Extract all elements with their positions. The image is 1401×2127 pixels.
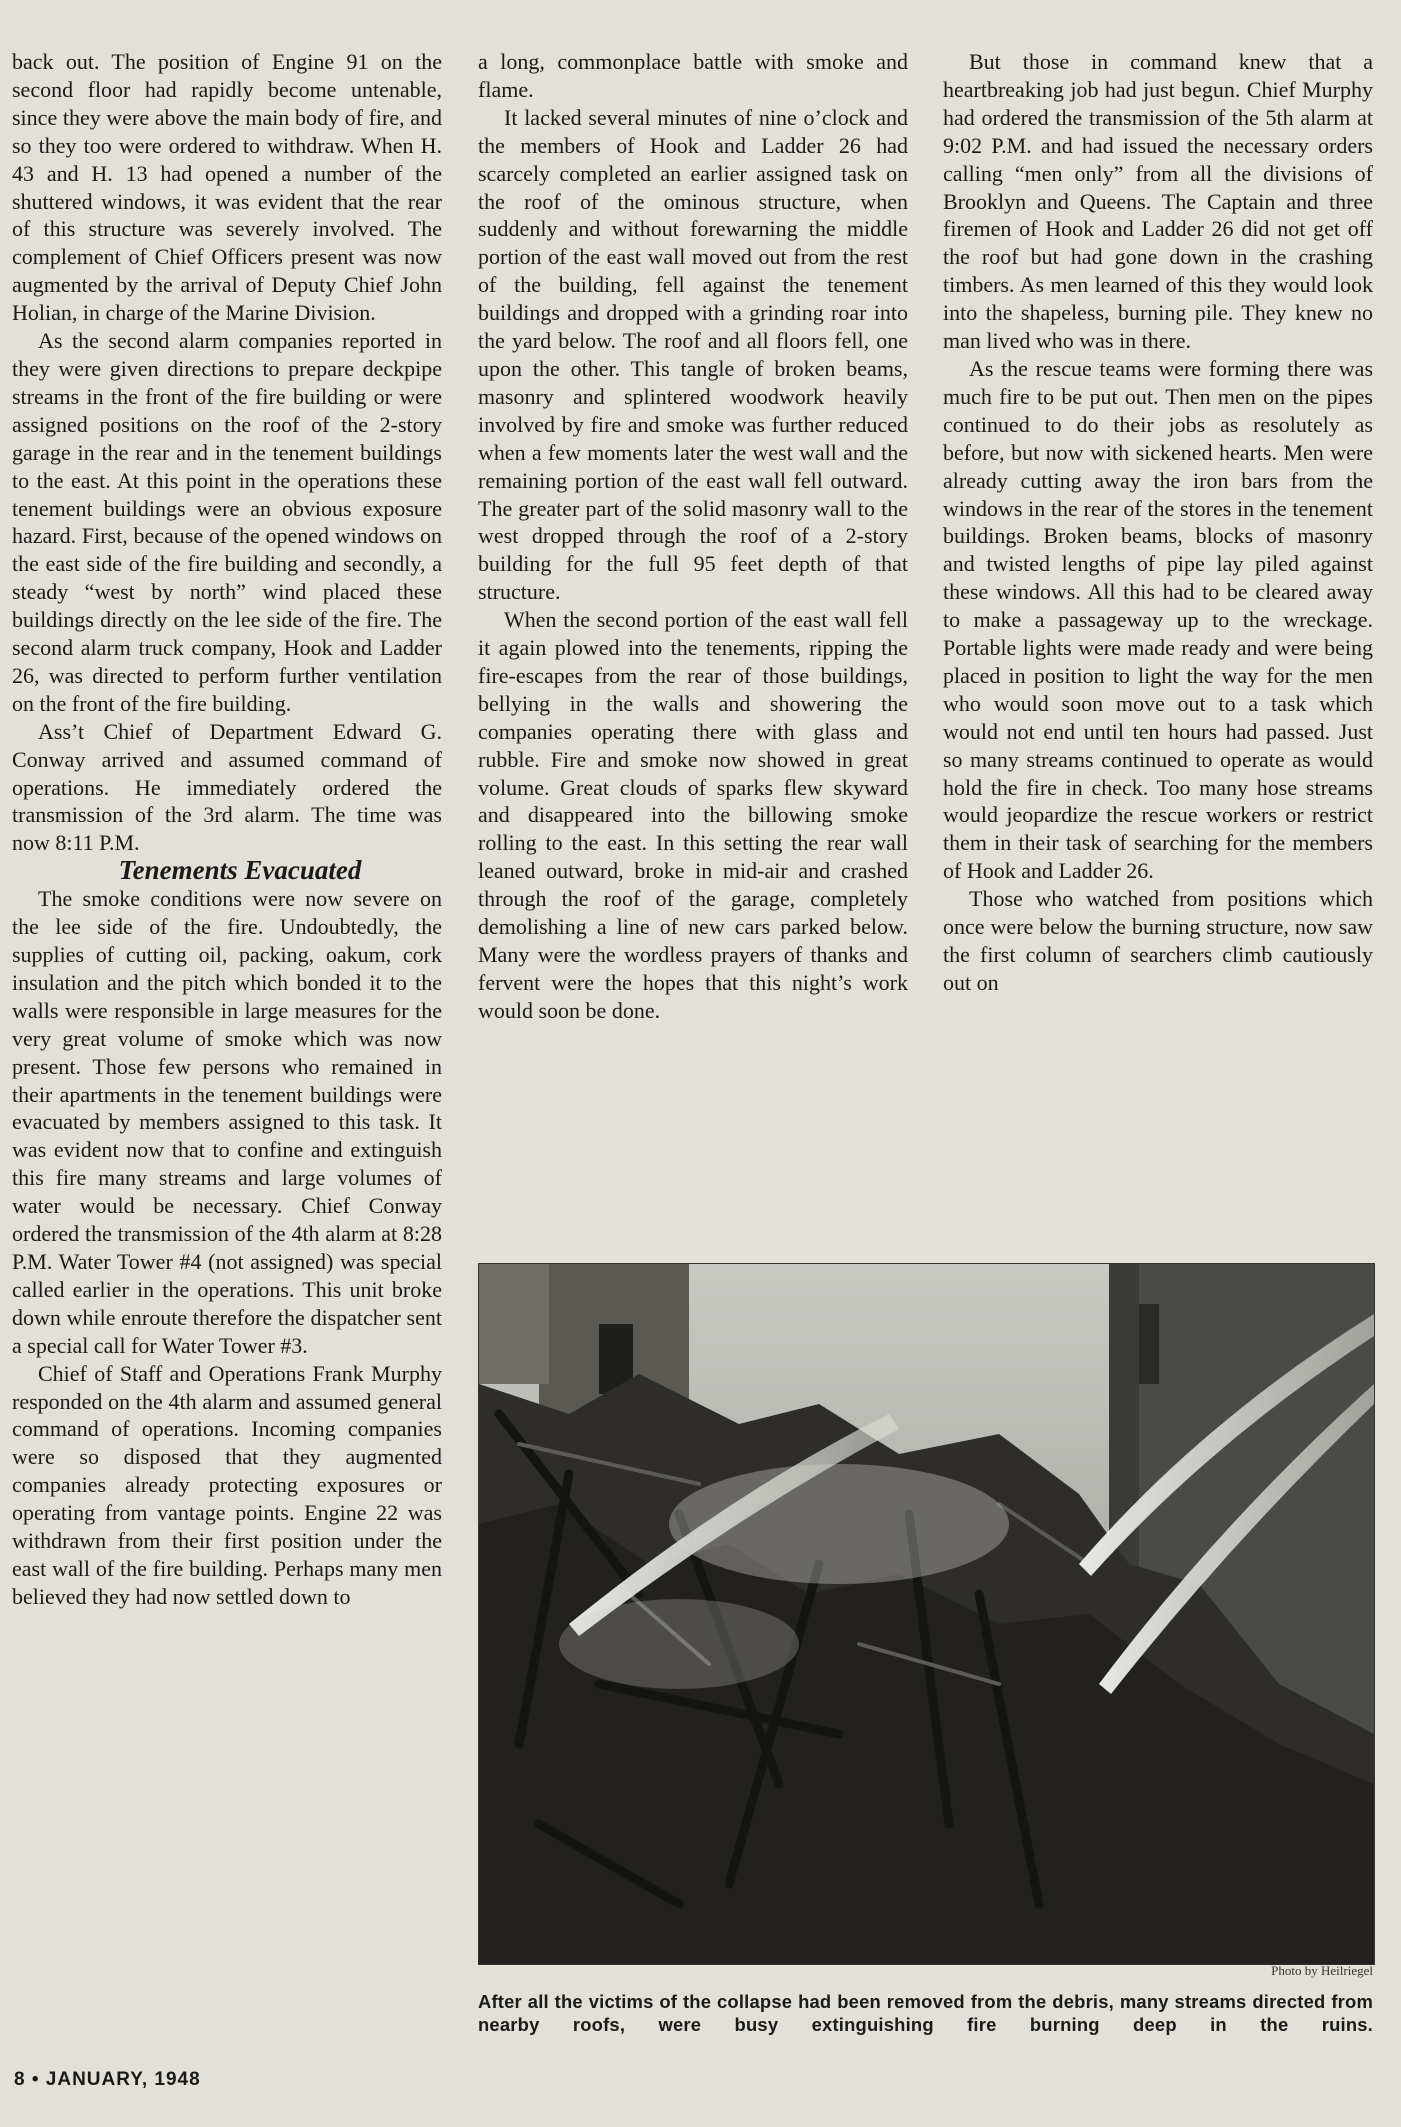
bullet-separator: • [31,2069,40,2090]
paragraph: back out. The position of Engine 91 on the second floor had rapidly become untenable, since they were above the main body of fire, and so they too were ordered to withdraw. When H. 43 and H. 13 had opened a number of the shuttered windows, it was evident that the rear of this structure was severely involved. The complement of Chief Officers present was now augmented by the arrival of Deputy Chief John Holian, in charge of the Marine Division. [12,49,442,326]
paragraph: Chief of Staff and Operations Frank Murphy responded on the 4th alarm and assumed general command of operations. Incoming companies were so disposed that they augmented companies already protecting exposures or operating from vantage points. Engine 22 was withdrawn from their first position under the east wall of the fire building. Perhaps many men believed they had now settled down to [12,1360,442,1609]
text-column-2 [478,48,908,1025]
fire-ruins-photo [478,1263,1375,1965]
page-number: 8 [14,2069,26,2090]
paragraph: a long, commonplace battle with smoke and flame. [478,49,908,102]
paragraph: Those who watched from positions which once were below the burning structure, now saw the first column of searchers climb cautiously out on [943,886,1373,995]
paragraph: But those in command knew that a heartbreaking job had just begun. Chief Murphy had ordered the transmission of the 5th alarm at 9:02 P.M. and had issued the necessary orders calling “men only” from all the divisions of Brooklyn and Queens. The Captain and three firemen of Hook and Ladder 26 did not get off the roof but had gone down in the crashing timbers. As men learned of this they would look into the shapeless, burning pile. They knew no man lived who was in there. [943,49,1373,354]
issue-date: JANUARY, 1948 [45,2069,201,2090]
paragraph: As the rescue teams were forming there was much fire to be put out. Then men on the pipes continued to do their jobs as resolutely as before, but now with sickened hearts. Men were already cutting away the iron bars from the windows in the rear of the stores in the tenement buildings. Broken beams, blocks of masonry and twisted lengths of pipe lay piled against these windows. All this had to be cleared away to make a passageway up to the wreckage. Portable lights were made ready and were being placed in position to light the way for the men who would soon move out to a task which would not end until ten hours had passed. Just so many streams continued to operate as would hold the fire in check. Too many hose streams would jeopardize the rescue workers or restrict them in their task of searching for the members of Hook and Ladder 26. [943,355,1373,884]
section-subhead: Tenements Evacuated [118,855,362,886]
paragraph: As the second alarm companies reported in they were given directions to prepare deckpipe streams in the front of the fire building or were assigned positions on the roof of the 2-story garage in the rear and in the tenement buildings to the east. At this point in the operations these tenement buildings were an obvious exposure hazard. First, because of the opened windows on the east side of the fire building and secondly, a steady “west by north” wind placed these buildings directly on the lee side of the fire. The second alarm truck company, Hook and Ladder 26, was directed to perform further ventilation on the front of the fire building. [12,328,442,716]
photo-caption: After all the victims of the collapse had been removed from the debris, many streams directed from nearby roofs, were busy extinguishing fire burning deep in the ruins. [478,1991,1373,2035]
text-column-1 [12,48,442,1611]
photo-credit: Photo by Heilriegel [1271,1963,1373,1978]
paragraph: When the second portion of the east wall fell it again plowed into the tenements, ripping the fire-escapes from the rear of those buildings, bellying in the walls and showering the companies operating there with glass and rubble. Fire and smoke now showed in great volume. Great clouds of sparks flew skyward and disappeared into the billowing smoke rolling to the east. In this setting the rear wall leaned outward, broke in mid-air and crashed through the roof of the garage, completely demolishing a line of new cars parked below. Many were the wordless prayers of thanks and fervent were the hopes that this night’s work would soon be done. [478,607,908,1023]
page-footer [14,2069,201,2091]
paragraph: The smoke conditions were now severe on the lee side of the fire. Undoubtedly, the supplies of cutting oil, packing, oakum, cork insulation and the pitch which bonded it to the walls were responsible in large measures for the very great volume of smoke which was now present. Those few persons who remained in their apartments in the tenement buildings were evacuated by members assigned to this task. It was evident now that to confine and extinguish this fire many streams and large volumes of water would be necessary. Chief Conway ordered the transmission of the 4th alarm at 8:28 P.M. Water Tower #4 (not assigned) was special called earlier in the operations. This unit broke down while enroute therefore the dispatcher sent a special call for Water Tower #3. [12,886,442,1358]
paragraph: Ass’t Chief of Department Edward G. Conway arrived and assumed command of operations. He immediately ordered the transmission of the 3rd alarm. The time was now 8:11 P.M. [12,718,442,856]
text-column-3 [943,48,1373,997]
paragraph: It lacked several minutes of nine o’clock and the members of Hook and Ladder 26 had scarcely completed an earlier assigned task on the roof of the ominous structure, when suddenly and without forewarning the middle portion of the east wall moved out from the rest of the building, fell against the tenement buildings and dropped with a grinding roar into the yard below. The roof and all floors fell, one upon the other. This tangle of broken beams, masonry and splintered woodwork heavily involved by fire and smoke was further reduced when a few moments later the west wall and the remaining portion of the east wall fell outward. The greater part of the solid masonry wall to the west dropped through the roof of a 2-story building for the full 95 feet depth of that structure. [478,104,908,605]
